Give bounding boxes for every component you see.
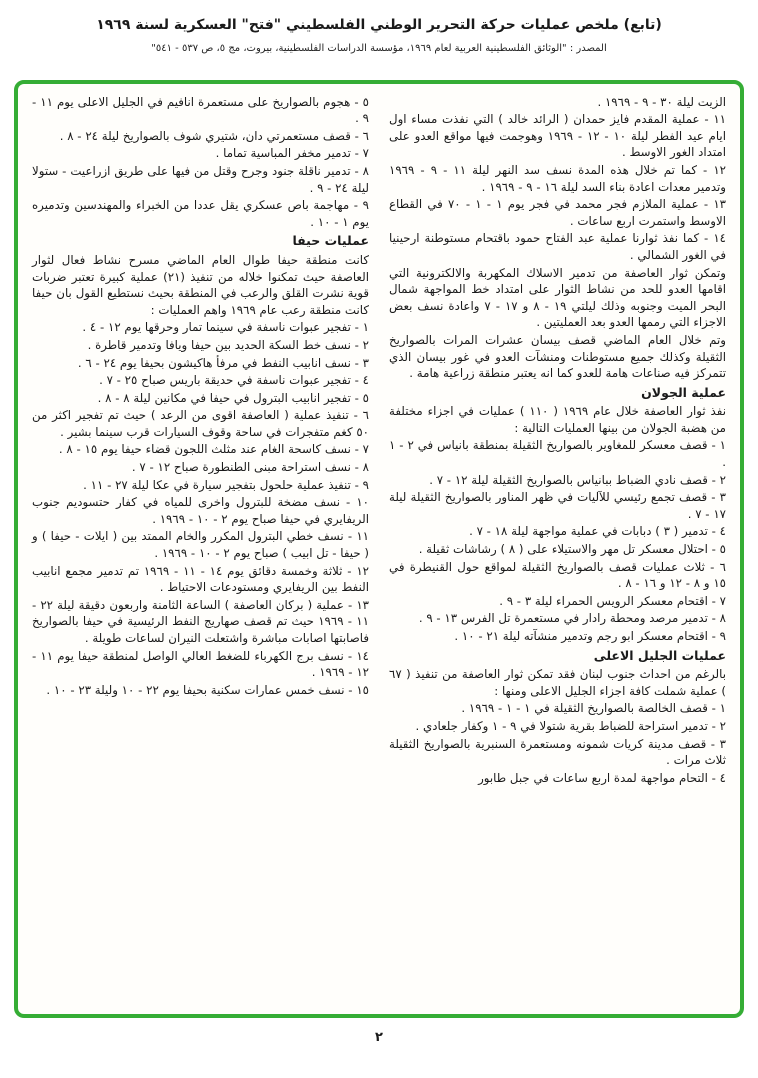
paragraph: ١ - قصف الخالصة بالصواريخ الثقيلة في ١ - ١ - ١٩٦٩ . bbox=[461, 701, 726, 716]
page-title: (تابع) ملخص عمليات حركة التحرير الوطني الفلسطيني "فتح" العسكرية لسنة ١٩٦٩ bbox=[96, 17, 662, 33]
paragraph: ٤ - التحام مواجهة لمدة اربع ساعات في جبل طابور bbox=[478, 770, 726, 785]
paragraph: ٦ - ثلاث عمليات قصف بالصواريخ الثقيلة لمواقع حول القنيطرة في ١٥ و ٨ - ١٢ و ١٦ - ٨ . bbox=[389, 559, 726, 591]
paragraph: ١٤ - نسف برج الكهرباء للضغط العالي الواصل لمنطقة حيفا يوم ١١ - ١٢ - ١٩٦٩ . bbox=[32, 648, 369, 680]
paragraph: ١١ - نسف خطي البترول المكرر والخام الممتد بين ( ايلات - حيفا ) و ( حيفا - تل ابيب ) صباح يوم ٢ - ١٠ - ١٩٦٩ . bbox=[32, 529, 369, 561]
paragraph: ٧ - تدمير مخفر المباسية تماما . bbox=[215, 146, 369, 161]
paragraph: ٩ - مهاجمة باص عسكري يقل عددا من الخبراء والمهندسين وتدميره يوم ١ - ١٠ . bbox=[32, 198, 369, 229]
paragraph: ٨ - نسف استراحة مبنى الطنطورة صباح ١٢ - ٧ . bbox=[131, 460, 369, 475]
section-heading: عمليات الجليل الاعلى bbox=[593, 647, 726, 663]
paragraph: ٤ - تفجير عبوات ناسفة في حديقة باريس صباح ٢٥ - ٧ . bbox=[99, 373, 369, 388]
paragraph: وتم خلال العام الماضي قصف بيسان عشرات المرات بالصواريخ الثقيلة وكذلك جميع مستوطنات ومنشآت العدو في غور بيسان الذي تتمركز فيه صناعات هامة للعدو كما انه يعتبر منطقة زراعية هامة . bbox=[389, 332, 726, 381]
column-right bbox=[389, 94, 726, 1004]
paragraph: ٨ - تدمير ناقلة جنود وجرح وقتل من فيها على طريق ازراعيت - ستولا ليلة ٢٤ - ٩ . bbox=[32, 163, 369, 195]
paragraph: ٢ - تدمير استراحة للضباط بقرية شتولا في ٩ - ١ وكفار جلعادي . bbox=[415, 718, 726, 733]
paragraph: وتمكن ثوار العاصفة من تدمير الاسلاك المكهربة والالكترونية التي اقامها العدو للحد من نشاط الثوار على امتداد خط المواجهة شمال البحر الميت وجنوبه وذلك ليلتي ١٩ - ٨ و ١٧ - ٧ واعادة نسف بعض الاجزاء التي رممها العدو بعد العمليتين . bbox=[389, 265, 726, 330]
paragraph: كانت منطقة حيفا طوال العام الماضي مسرح نشاط فعال لثوار العاصفة حيث تمكنوا خلاله من تنفيذ (٢١) عملية كبيرة تعتبر ضربات قوية نشرت القلق والرعب في المنطقة بحيث نستطيع القول بان حيفا كانت منطقة رعب عام ١٩٦٩ واهم العمليات : bbox=[32, 252, 369, 317]
paragraph: نفذ ثوار العاصفة خلال عام ١٩٦٩ ( ١١٠ ) عمليات في اجزاء مختلفة من هضبة الجولان من بينها العمليات التالية : bbox=[389, 404, 727, 435]
paragraph: ٥ - تفجير انابيب البترول في حيفا في مكانين ليلة ٨ - ٨ . bbox=[97, 390, 369, 405]
paragraph: ١٣ - عملية الملازم فجر محمد في فجر يوم ١ - ١ - ٧٠ في القطاع الاوسط واستمرت اربع ساعات . bbox=[389, 197, 726, 228]
paragraph: ٥ - هجوم بالصواريخ على مستعمرة انافيم في الجليل الاعلى يوم ١١ - ٩ . bbox=[32, 94, 369, 126]
paragraph: ١٥ - نسف خمس عمارات سكنية بحيفا يوم ٢٢ - ١٠ وليلة ٢٣ - ١٠ . bbox=[46, 682, 369, 697]
paragraph: ٨ - تدمير مرصد ومحطة رادار في مستعمرة تل الفرس ١٣ - ٩ . bbox=[418, 611, 726, 626]
paragraph: ٣ - قصف تجمع رئيسي للآليات في ظهر المناور بالصواريخ الثقيلة ليلة ١٧ - ٧ . bbox=[389, 490, 726, 521]
paragraph: ٧ - اقتحام معسكر الرويس الحمراء ليلة ٣ - ٩ . bbox=[499, 593, 726, 608]
paragraph: ٩ - اقتحام معسكر ابو رجم وتدمير منشآته ليلة ٢١ - ١٠ . bbox=[454, 629, 726, 643]
column-left bbox=[32, 94, 369, 1004]
paragraph: ٣ - نسف انابيب النفط في مرفأ هاكيشون بحيفا يوم ٢٤ - ٦ . bbox=[77, 355, 369, 370]
paragraph: ١ - تفجير عبوات ناسفة في سينما تمار وحرقها يوم ١٢ - ٤ . bbox=[82, 320, 369, 335]
paragraph: ١٤ - كما نفذ ثوارنا عملية عبد الفتاح حمود باقتحام مستوطنة ارحينيا في الغور الشمالي . bbox=[389, 231, 726, 262]
source-line: المصدر : "الوثائق الفلسطينية العربية لعام ١٩٦٩، مؤسسة الدراسات الفلسطينية، بيروت، مج ٥، ص ٥٣٧ - ٥٤١" bbox=[151, 42, 607, 54]
paragraph: ٦ - تنفيذ عملية ( العاصفة اقوى من الرعد ) حيث تم تفجير اكثر من ٥٠ كغم متفجرات في ساحة وقوف السيارات قرب سينما بشير . bbox=[32, 408, 369, 439]
paragraph: بالرغم من احداث جنوب لبنان فقد تمكن ثوار العاصفة من تنفيذ ( ٦٧ ) عملية شملت كافة اجزاء الجليل الاعلى ومنها : bbox=[389, 667, 726, 698]
paragraph: ١٣ - عملية ( بركان العاصفة ) الساعة الثامنة واربعون دقيقة ليلة ٢٢ - ١١ - ١٩٦٩ حيث تم قصف صهاريج النفط الرئيسية في حيفا بالصواريخ فاصابتها اصابات مباشرة واشتعلت النيران لساعات طويلة . bbox=[32, 597, 369, 645]
paragraph: ١٢ - كما تم خلال هذه المدة نسف سد النهر ليلة ١١ - ٩ - ١٩٦٩ وتدمير معدات اعادة بناء السد ليلة ١٦ - ٩ - ١٩٦٩ . bbox=[389, 162, 727, 194]
two-column-layout bbox=[32, 94, 726, 1004]
section-heading: عملية الجولان bbox=[641, 384, 726, 400]
paragraph: الزيت ليلة ٣٠ - ٩ - ١٩٦٩ . bbox=[597, 94, 726, 109]
paragraph: ١٠ - نسف مضخة للبترول واخرى للمياه في كفار حتسوديم جنوب الريفايري في حيفا صباح يوم ٢ - ١٠ - ١٩٦٩ . bbox=[32, 495, 369, 526]
paragraph: ١١ - عملية المقدم فايز حمدان ( الرائد خالد ) التي نفذت مساء اول ايام عيد الفطر ليلة ١٠ - ١٢ - ١٩٦٩ وهوجمت فيها مواقع العدو على امتداد الغور الاوسط . bbox=[389, 112, 726, 160]
paragraph: ٤ - تدمير ( ٣ ) دبابات في عملية مواجهة ليلة ١٨ - ٧ . bbox=[469, 524, 726, 539]
paragraph: ٢ - قصف نادي الضباط ببانياس بالصواريخ الثقيلة ليلة ١٢ - ٧ . bbox=[429, 472, 726, 487]
section-heading: عمليات حيفا bbox=[292, 233, 369, 249]
content-box bbox=[14, 80, 744, 1018]
paragraph: ٢ - نسف خط السكة الحديد بين حيفا ويافا وتدمير قاطرة . bbox=[87, 337, 369, 352]
paragraph: ٥ - احتلال معسكر تل مهر والاستيلاء على ( ٨ ) رشاشات ثقيلة . bbox=[418, 542, 726, 557]
page-number: ٢ bbox=[375, 1029, 383, 1045]
paragraph: ٩ - تنفيذ عملية حلحول بتفجير سيارة في عكا ليلة ٢٧ - ١١ . bbox=[83, 477, 369, 492]
paragraph: ٧ - نسف كاسحة الغام عند مثلث اللجون قضاء حيفا يوم ١٥ - ٨ . bbox=[58, 442, 369, 457]
paragraph: ٦ - قصف مستعمرتي دان، شتيري شوف بالصواريخ ليلة ٢٤ - ٨ . bbox=[59, 128, 369, 143]
paragraph: ١ - قصف معسكر للمغاوير بالصواريخ الثقيلة بمنطقة بانياس في ٢ - ١ . bbox=[389, 438, 727, 470]
paragraph: ١٢ - ثلاثة وخمسة دقائق يوم ١٤ - ١١ - ١٩٦٩ تم تدمير مجمع انابيب النفط بين الريفايري ومستودعات الاحتياط . bbox=[32, 563, 369, 595]
paragraph: ٣ - قصف مدينة كريات شمونه ومستعمرة السنبرية بالصواريخ الثقيلة ثلاث مرات . bbox=[389, 736, 726, 768]
